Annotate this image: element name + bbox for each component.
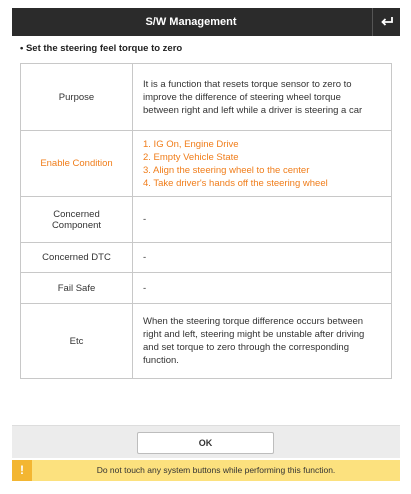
value-line: between right and left while a driver is steering a car	[143, 104, 363, 116]
row-label: Concerned DTC	[21, 243, 133, 273]
value-line: function.	[143, 355, 179, 366]
row-label: Etc	[21, 304, 133, 379]
back-button[interactable]	[372, 8, 400, 36]
value-line: right and left, steering might be unstable after driving	[143, 329, 365, 340]
label-line: Component	[51, 219, 102, 231]
table-row-concerned-dtc	[21, 243, 392, 273]
label-line: Concerned	[53, 208, 100, 220]
value-line: When the steering torque difference occurs between	[143, 316, 364, 327]
table-row-enable-condition	[21, 131, 392, 197]
table-row-fail-safe	[21, 273, 392, 304]
warning-message: Do not touch any system buttons while performing this function.	[96, 465, 336, 475]
row-label: Fail Safe	[21, 273, 133, 304]
info-table	[20, 63, 392, 379]
condition-item: 2. Empty Vehicle State	[143, 151, 239, 163]
table-row-concerned-component	[21, 197, 392, 243]
row-value	[133, 131, 392, 197]
return-arrow-icon	[380, 16, 394, 28]
value-line: improve the difference of steering wheel torque	[143, 91, 341, 103]
ok-button[interactable]: OK	[137, 432, 274, 454]
page-title: S/W Management	[145, 16, 237, 28]
warning-icon: !	[12, 460, 32, 481]
warning-banner	[12, 460, 400, 481]
row-value: -	[133, 197, 392, 243]
row-value: -	[133, 243, 392, 273]
value-line: and set torque to zero through the corresponding	[143, 342, 349, 353]
condition-item: 1. IG On, Engine Drive	[143, 138, 239, 150]
title-bar	[12, 8, 400, 36]
section-subtitle: • Set the steering feel torque to zero	[20, 43, 183, 54]
row-label	[21, 197, 133, 243]
condition-item: 3. Align the steering wheel to the center	[143, 164, 310, 176]
value-line: It is a function that resets torque sensor to zero to	[143, 78, 352, 90]
footer-bar	[12, 425, 400, 458]
condition-item: 4. Take driver's hands off the steering wheel	[143, 177, 328, 189]
row-value	[133, 304, 392, 379]
row-value: -	[133, 273, 392, 304]
row-label: Enable Condition	[21, 131, 133, 197]
table-row-etc	[21, 304, 392, 379]
row-value	[133, 64, 392, 131]
table-row-purpose	[21, 64, 392, 131]
row-label: Purpose	[21, 64, 133, 131]
